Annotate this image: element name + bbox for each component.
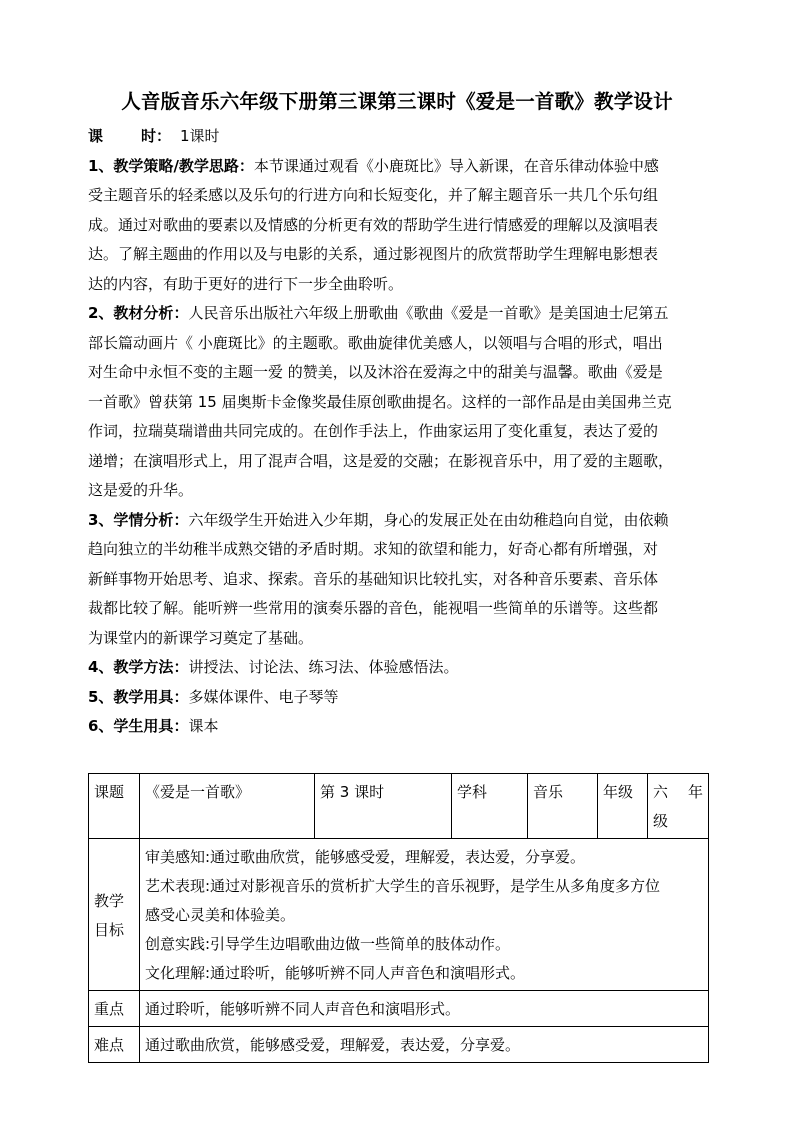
duration-value: 1课时 <box>180 127 220 145</box>
goal-item: 艺术表现:通过对影视音乐的赏析扩大学生的音乐视野，是学生从多角度多方位 <box>145 877 661 895</box>
page-title: 人音版音乐六年级下册第三课第三课时《爱是一首歌》教学设计 <box>121 90 673 113</box>
key-point-text: 通过聆听，能够听辨不同人声音色和演唱形式。 <box>140 991 709 1027</box>
section-text: 讲授法、讨论法、练习法、体验感悟法。 <box>188 658 459 676</box>
section-strategy <box>88 152 713 182</box>
table-row-difficulty <box>89 1027 709 1063</box>
section-heading: 2、教材分析： <box>88 304 189 322</box>
section-heading: 3、学情分析： <box>88 510 189 529</box>
grade-label: 年级 <box>598 774 648 839</box>
section-text: 成。通过对歌曲的要素以及情感的分析更有效的帮助学生进行情感爱的理解以及演唱表 <box>88 215 659 234</box>
lesson-plan-table <box>88 773 709 1063</box>
goal-item: 感受心灵美和体验美。 <box>145 906 296 924</box>
goal-item: 审美感知:通过歌曲欣赏，能够感受爱，理解爱，表达爱，分享爱。 <box>145 848 586 866</box>
section-text: 受主题音乐的轻柔感以及乐句的行进方向和长短变化，并了解主题音乐一共几个乐句组 <box>88 186 659 204</box>
section-heading: 5、教学用具： <box>88 687 189 706</box>
difficulty-label: 难点 <box>89 1027 140 1063</box>
section-student-tools <box>88 712 713 742</box>
difficulty-text: 通过歌曲欣赏，能够感受爱，理解爱，表达爱，分享爱。 <box>140 1027 709 1063</box>
goals-content <box>140 839 709 991</box>
section-text: 作词，拉瑞莫瑞谱曲共同完成的。在创作手法上，作曲家运用了变化重复，表达了爱的 <box>88 422 659 440</box>
key-point-label: 重点 <box>89 991 140 1027</box>
lesson-duration <box>88 122 713 152</box>
section-text: 递增；在演唱形式上，用了混声合唱，这是爱的交融；在影视音乐中，用了爱的主题歌， <box>88 451 674 470</box>
document-body <box>88 122 713 742</box>
section-heading: 4、教学方法： <box>88 658 189 676</box>
period-value: 第 3 课时 <box>315 774 452 839</box>
section-methods <box>88 653 713 683</box>
section-teaching-tools <box>88 683 713 713</box>
section-text: 六年级学生开始进入少年期，身心的发展正处在由幼稚趋向自觉，由依赖 <box>188 510 669 529</box>
section-text: 达。了解主题曲的作用以及与电影的关系，通过影视图片的欣赏帮助学生理解电影想表 <box>88 245 659 263</box>
section-text: 趋向独立的半幼稚半成熟交错的矛盾时期。求知的欲望和能力，好奇心都有所增强，对 <box>88 540 659 558</box>
grade-value: 六 年 级 <box>648 774 709 839</box>
table-row-goals <box>89 839 709 991</box>
table-row-key-point <box>89 991 709 1027</box>
goal-item: 文化理解:通过聆听，能够听辨不同人声音色和演唱形式。 <box>145 964 526 982</box>
section-text: 为课堂内的新课学习奠定了基础。 <box>88 628 314 647</box>
section-material <box>88 299 713 329</box>
section-text: 新鲜事物开始思考、追求、探索。音乐的基础知识比较扎实，对各种音乐要素、音乐体 <box>88 569 659 588</box>
duration-label-b: 时： <box>141 127 172 145</box>
subject-label: 学科 <box>452 774 528 839</box>
topic-value: 《爱是一首歌》 <box>140 774 315 839</box>
section-text: 一首歌》曾获第 15 届奥斯卡金像奖最佳原创歌曲提名。这样的一部作品是由美国弗兰克 <box>88 392 672 411</box>
goal-item: 创意实践:引导学生边唱歌曲边做一些简单的肢体动作。 <box>145 935 511 953</box>
section-text: 部长篇动画片《 小鹿斑比》的主题歌。歌曲旋律优美感人，以领唱与合唱的形式，唱出 <box>88 333 663 352</box>
goals-label: 教学 目标 <box>89 839 140 991</box>
topic-label: 课题 <box>89 774 140 839</box>
section-heading: 1、教学策略/教学思路： <box>88 156 254 175</box>
section-text: 多媒体课件、电子琴等 <box>188 687 339 706</box>
section-text: 课本 <box>188 717 219 735</box>
section-heading: 6、学生用具： <box>88 717 189 735</box>
section-text: 达的内容，有助于更好的进行下一步全曲聆听。 <box>88 274 404 293</box>
section-text: 本节课通过观看《小鹿斑比》导入新课，在音乐律动体验中感 <box>253 156 659 175</box>
section-text: 这是爱的升华。 <box>88 481 194 499</box>
subject-value: 音乐 <box>528 774 598 839</box>
section-text: 裁都比较了解。能听辨一些常用的演奏乐器的音色，能视唱一些简单的乐谱等。这些都 <box>88 599 659 617</box>
section-learners <box>88 506 713 536</box>
section-text: 对生命中永恒不变的主题一爱 的赞美，以及沐浴在爱海之中的甜美与温馨。歌曲《爱是 <box>88 363 663 381</box>
section-text: 人民音乐出版社六年级上册歌曲《歌曲《爱是一首歌》是美国迪士尼第五 <box>188 304 669 322</box>
table-row-header <box>89 774 709 839</box>
duration-label-a: 课 <box>88 127 104 145</box>
